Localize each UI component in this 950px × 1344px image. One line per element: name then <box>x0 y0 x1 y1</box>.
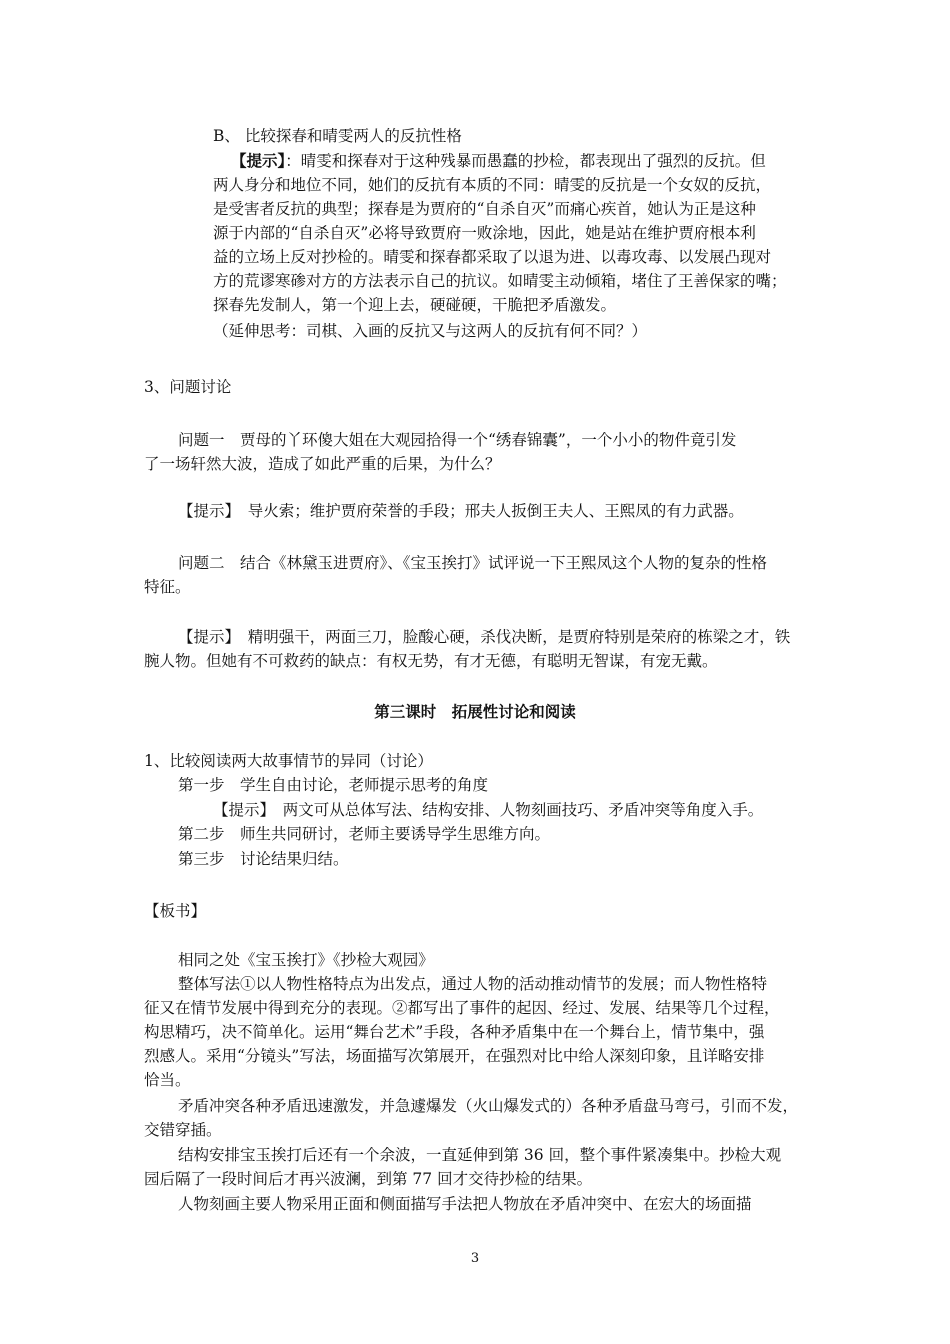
section-b-heading: B、 比较探春和晴雯两人的反抗性格 <box>213 127 462 145</box>
overall-line: 烈感人。采用“分镜头”写法，场面描写次第展开，在强烈对比中给人深刻印象，且详略安排 <box>144 1047 765 1065</box>
section-b-hint-line: 是受害者反抗的典型；探春是为贾府的“自杀自灭”而痛心疾首，她认为正是这种 <box>213 200 756 218</box>
question-1-hint: 【提示】 导火索；维护贾府荣誉的手段；邢夫人扳倒王夫人、王熙凤的有力武器。 <box>178 502 744 520</box>
question-1-line: 了一场轩然大波，造成了如此严重的后果，为什么？ <box>144 455 501 473</box>
step-3: 第三步 讨论结果归结。 <box>178 850 349 868</box>
conflict-line: 矛盾冲突各种矛盾迅速激发，并急遽爆发（火山爆发式的）各种矛盾盘马弯弓，引而不发， <box>178 1097 799 1115</box>
section-b-hint-line: 两人身分和地位不同，她们的反抗有本质的不同：晴雯的反抗是一个女奴的反抗， <box>213 176 772 194</box>
lesson-3-title: 第三课时 拓展性讨论和阅读 <box>374 702 576 721</box>
board-compare-title: 相同之处《宝玉挨打》《抄检大观园》 <box>178 951 434 969</box>
section-b-hint-line: 益的立场上反对抄检的。晴雯和探春都采取了以退为进、以毒攻毒、以发展凸现对 <box>213 248 772 266</box>
overall-line: 整体写法①以人物性格特点为出发点，通过人物的活动推动情节的发展；而人物性格特 <box>178 975 768 993</box>
hint-label: 【提示】 <box>231 151 286 170</box>
overall-line: 构思精巧，决不简单化。运用“舞台艺术”手段，各种矛盾集中在一个舞台上，情节集中，强 <box>144 1023 765 1041</box>
overall-line: 恰当。 <box>144 1071 191 1089</box>
lesson-3-item-1: 1、比较阅读两大故事情节的异同（讨论） <box>144 752 433 770</box>
question-2-line: 特征。 <box>144 578 191 596</box>
extension-question: （延伸思考：司棋、入画的反抗又与这两人的反抗有何不同？） <box>213 322 648 340</box>
overall-line: 征又在情节发展中得到充分的表现。②都写出了事件的起因、经过、发展、结果等几个过程， <box>144 999 780 1017</box>
page-number: 3 <box>470 1251 480 1266</box>
question-2-line: 问题二 结合《林黛玉进贾府》、《宝玉挨打》试评说一下王熙凤这个人物的复杂的性格 <box>178 554 768 572</box>
character-line: 人物刻画主要人物采用正面和侧面描写手法把人物放在矛盾冲突中、在宏大的场面描 <box>178 1195 752 1213</box>
section-b-hint-first-line <box>231 150 766 172</box>
step-1-hint: 【提示】 两文可从总体写法、结构安排、人物刻画技巧、矛盾冲突等角度入手。 <box>213 801 764 819</box>
hint-text: ：晴雯和探春对于这种残暴而愚蠢的抄检，都表现出了强烈的反抗。但 <box>285 152 766 170</box>
section-3-heading: 3、问题讨论 <box>144 378 232 396</box>
structure-line: 园后隔了一段时间后才再兴波澜，到第 77 回才交待抄检的结果。 <box>144 1170 593 1188</box>
step-2: 第二步 师生共同研讨，老师主要诱导学生思维方向。 <box>178 825 551 843</box>
structure-line: 结构安排宝玉挨打后还有一个余波，一直延伸到第 36 回，整个事件紧凑集中。抄检大观 <box>178 1146 782 1164</box>
board-label: 【板书】 <box>144 902 207 920</box>
section-b-hint-line: 源于内部的“自杀自灭”必将导致贾府一败涂地，因此，她是站在维护贾府根本利 <box>213 224 756 242</box>
question-2-hint-line: 腕人物。但她有不可救药的缺点：有权无势，有才无德，有聪明无智谋，有宠无戴。 <box>144 652 718 670</box>
step-1: 第一步 学生自由讨论，老师提示思考的角度 <box>178 776 489 794</box>
section-b-hint-line: 探春先发制人，第一个迎上去，硬碰硬，干脆把矛盾激发。 <box>213 296 617 314</box>
question-2-hint-line: 【提示】 精明强干，两面三刀，脸酸心硬，杀伐决断，是贾府特别是荣府的栋梁之才，铁 <box>178 628 791 646</box>
section-b-hint-line: 方的荒谬寒碜对方的方法表示自己的抗议。如晴雯主动倾箱，堵住了王善保家的嘴； <box>213 272 787 290</box>
question-1-line: 问题一 贾母的丫环傻大姐在大观园拾得一个“绣春锦囊”，一个小小的物件竟引发 <box>178 431 737 449</box>
conflict-line: 交错穿插。 <box>144 1121 222 1139</box>
